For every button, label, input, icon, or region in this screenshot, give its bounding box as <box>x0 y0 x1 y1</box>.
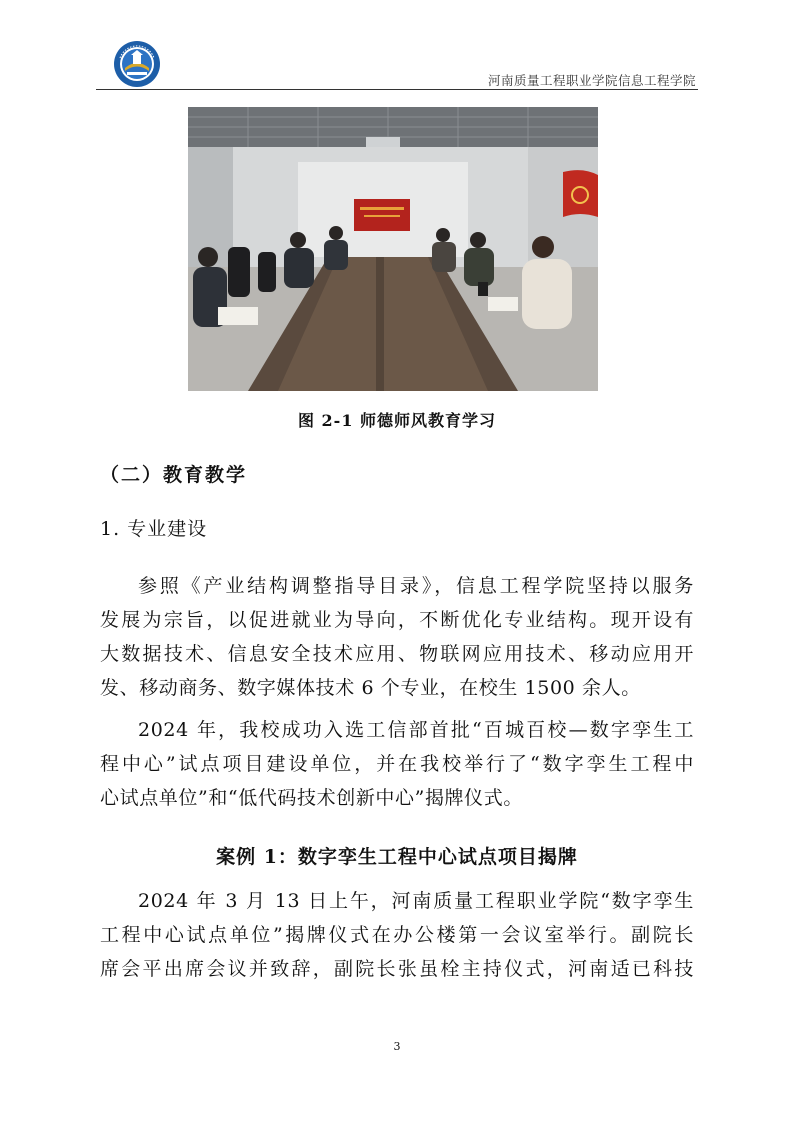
meeting-photo <box>188 107 598 391</box>
school-logo-icon <box>113 40 161 88</box>
paragraph-line: 2024 年 3 月 13 日上午，河南质量工程职业学院“数字孪生 <box>138 890 694 912</box>
page-header <box>96 38 698 90</box>
paragraph-major-construction <box>100 569 694 705</box>
paragraph-line: 程中心”试点项目建设单位，并在我校举行了“数字孪生工程中 <box>100 753 694 775</box>
paragraph-line: 心试点单位”和“低代码技术创新中心”揭牌仪式。 <box>100 787 523 809</box>
paragraph-line: 工程中心试点单位”揭牌仪式在办公楼第一会议室举行。副院长 <box>100 924 694 946</box>
paragraph-case-body <box>100 884 694 986</box>
paragraph-line: 发、移动商务、数字媒体技术 6 个专业，在校生 1500 余人。 <box>100 677 641 699</box>
paragraph-digital-twin <box>100 713 694 815</box>
header-title: 河南质量工程职业学院信息工程学院 <box>487 73 696 88</box>
paragraph-line: 大数据技术、信息安全技术应用、物联网应用技术、移动应用开 <box>100 643 694 665</box>
section-heading: （二）教育教学 <box>100 464 248 486</box>
paragraph-line: 席会平出席会议并致辞，副院长张虽栓主持仪式，河南适已科技 <box>100 958 694 980</box>
page-number: 3 <box>393 1040 401 1053</box>
header-divider <box>96 89 698 90</box>
paragraph-line: 参照《产业结构调整指导目录》，信息工程学院坚持以服务 <box>138 575 694 597</box>
figure-caption: 图 2-1 师德师风教育学习 <box>297 411 497 430</box>
paragraph-line: 2024 年，我校成功入选工信部首批“百城百校—数字孪生工 <box>138 719 694 741</box>
subsection-heading: 1. 专业建设 <box>100 518 208 540</box>
paragraph-line: 发展为宗旨，以促进就业为导向，不断优化专业结构。现开设有 <box>100 609 694 631</box>
case-title: 案例 1：数字孪生工程中心试点项目揭牌 <box>216 846 578 868</box>
